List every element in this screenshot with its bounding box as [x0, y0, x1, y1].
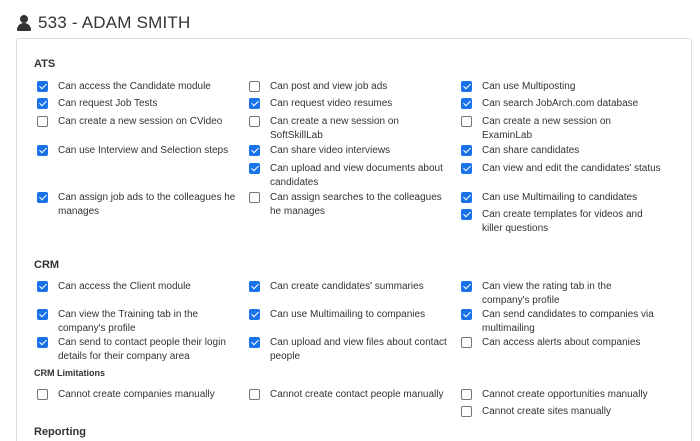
- section-title-ats: ATS: [34, 58, 56, 70]
- permission-label: Can create a new session on CVideo: [58, 116, 223, 127]
- permission-label: Can access alerts about companies: [482, 337, 641, 348]
- permission-checkbox[interactable]: [461, 81, 472, 92]
- permission-item-ats-items-1[interactable]: [249, 80, 449, 94]
- permission-label: Cannot create opportunities manually: [482, 389, 648, 400]
- permission-label: Can view the Training tab in the company's profile: [58, 309, 199, 334]
- permission-item-ats-items-11[interactable]: [461, 144, 661, 158]
- permission-item-crm-items-8[interactable]: [461, 336, 661, 350]
- permission-checkbox[interactable]: [37, 116, 48, 127]
- permission-item-ats-items-8[interactable]: [461, 115, 661, 143]
- section-title-crm-limitations: CRM Limitations: [34, 368, 105, 378]
- permission-label: Can post and view job ads: [270, 81, 388, 92]
- permission-label: Can request Job Tests: [58, 98, 158, 109]
- permission-checkbox[interactable]: [37, 81, 48, 92]
- permission-item-ats-items-12[interactable]: [249, 162, 449, 190]
- permission-checkbox[interactable]: [249, 145, 260, 156]
- permission-label: Can use Multimailing to candidates: [482, 192, 638, 203]
- permission-item-crm-limitations-2[interactable]: [461, 388, 661, 402]
- page-header: [16, 12, 190, 34]
- permission-item-ats-items-16[interactable]: [461, 191, 661, 205]
- permission-checkbox[interactable]: [37, 98, 48, 109]
- permission-item-ats-items-7[interactable]: [249, 115, 449, 143]
- permission-item-ats-items-0[interactable]: [37, 80, 237, 94]
- permission-label: Cannot create sites manually: [482, 406, 611, 417]
- permission-checkbox[interactable]: [249, 81, 260, 92]
- permission-item-ats-items-3[interactable]: [37, 97, 237, 111]
- page-title: 533 - ADAM SMITH: [38, 13, 191, 32]
- permission-item-ats-items-17[interactable]: [461, 208, 661, 236]
- permission-checkbox[interactable]: [461, 192, 472, 203]
- permission-label: Can assign searches to the colleagues he manages: [270, 192, 442, 217]
- permission-label: Can use Multiposting: [482, 81, 576, 92]
- permission-label: Can assign job ads to the colleagues he manages: [58, 192, 236, 217]
- permission-checkbox[interactable]: [37, 281, 48, 292]
- permission-label: Can share video interviews: [270, 145, 391, 156]
- permission-item-crm-items-1[interactable]: [249, 280, 449, 294]
- permission-item-crm-items-0[interactable]: [37, 280, 237, 294]
- permission-label: Cannot create companies manually: [58, 389, 215, 400]
- permission-checkbox[interactable]: [461, 406, 472, 417]
- permission-label: Cannot create contact people manually: [270, 389, 444, 400]
- permission-checkbox[interactable]: [249, 98, 260, 109]
- permission-item-ats-items-6[interactable]: [37, 115, 237, 129]
- permission-checkbox[interactable]: [37, 145, 48, 156]
- permission-checkbox[interactable]: [461, 209, 472, 220]
- permission-checkbox[interactable]: [461, 281, 472, 292]
- section-title-reporting: Reporting: [34, 426, 86, 438]
- section-title-crm: CRM: [34, 259, 60, 271]
- permission-label: Can upload and view documents about candidates: [270, 163, 443, 188]
- permission-label: Can view and edit the candidates' status: [482, 163, 661, 174]
- permission-label: Can view the rating tab in the company's profile: [482, 281, 612, 306]
- permission-item-ats-items-9[interactable]: [37, 144, 237, 158]
- permission-checkbox[interactable]: [461, 337, 472, 348]
- permission-item-ats-items-10[interactable]: [249, 144, 449, 158]
- permission-checkbox[interactable]: [461, 389, 472, 400]
- permission-checkbox[interactable]: [37, 309, 48, 320]
- permission-item-ats-items-14[interactable]: [37, 191, 237, 219]
- permission-item-crm-limitations-3[interactable]: [461, 405, 661, 419]
- permission-checkbox[interactable]: [249, 309, 260, 320]
- permission-item-ats-items-13[interactable]: [461, 162, 661, 176]
- permission-checkbox[interactable]: [37, 389, 48, 400]
- permission-checkbox[interactable]: [249, 116, 260, 127]
- permission-label: Can use Interview and Selection steps: [58, 145, 229, 156]
- permission-item-crm-limitations-1[interactable]: [249, 388, 449, 402]
- permission-item-ats-items-5[interactable]: [461, 97, 661, 111]
- user-icon: [16, 15, 32, 31]
- permission-checkbox[interactable]: [249, 163, 260, 174]
- permission-checkbox[interactable]: [249, 281, 260, 292]
- permission-item-crm-items-4[interactable]: [249, 308, 449, 322]
- permission-label: Can send to contact people their login details for their company area: [58, 337, 226, 362]
- permission-label: Can use Multimailing to companies: [270, 309, 426, 320]
- permission-checkbox[interactable]: [461, 163, 472, 174]
- permission-label: Can upload and view files about contact people: [270, 337, 447, 362]
- permission-item-crm-items-2[interactable]: [461, 280, 661, 308]
- permission-checkbox[interactable]: [461, 309, 472, 320]
- permission-label: Can create templates for videos and killer questions: [482, 209, 643, 234]
- permission-label: Can send candidates to companies via multimailing: [482, 309, 654, 334]
- permission-checkbox[interactable]: [37, 192, 48, 203]
- permission-checkbox[interactable]: [249, 337, 260, 348]
- permission-checkbox[interactable]: [249, 192, 260, 203]
- permission-item-crm-items-7[interactable]: [249, 336, 449, 364]
- permission-label: Can share candidates: [482, 145, 580, 156]
- permission-checkbox[interactable]: [461, 98, 472, 109]
- permission-item-crm-items-3[interactable]: [37, 308, 237, 336]
- permission-item-crm-items-6[interactable]: [37, 336, 237, 364]
- permission-checkbox[interactable]: [249, 389, 260, 400]
- permission-item-ats-items-15[interactable]: [249, 191, 449, 219]
- permission-item-crm-limitations-0[interactable]: [37, 388, 237, 402]
- permission-item-ats-items-2[interactable]: [461, 80, 661, 94]
- permission-checkbox[interactable]: [461, 145, 472, 156]
- permission-label: Can request video resumes: [270, 98, 393, 109]
- permission-item-crm-items-5[interactable]: [461, 308, 661, 336]
- permission-item-ats-items-4[interactable]: [249, 97, 449, 111]
- permission-checkbox[interactable]: [461, 116, 472, 127]
- permission-label: Can search JobArch.com database: [482, 98, 639, 109]
- permission-label: Can create a new session on SoftSkillLab: [270, 116, 399, 141]
- permission-label: Can access the Candidate module: [58, 81, 211, 92]
- permission-checkbox[interactable]: [37, 337, 48, 348]
- permission-label: Can create candidates' summaries: [270, 281, 424, 292]
- permission-label: Can access the Client module: [58, 281, 191, 292]
- permission-label: Can create a new session on ExaminLab: [482, 116, 611, 141]
